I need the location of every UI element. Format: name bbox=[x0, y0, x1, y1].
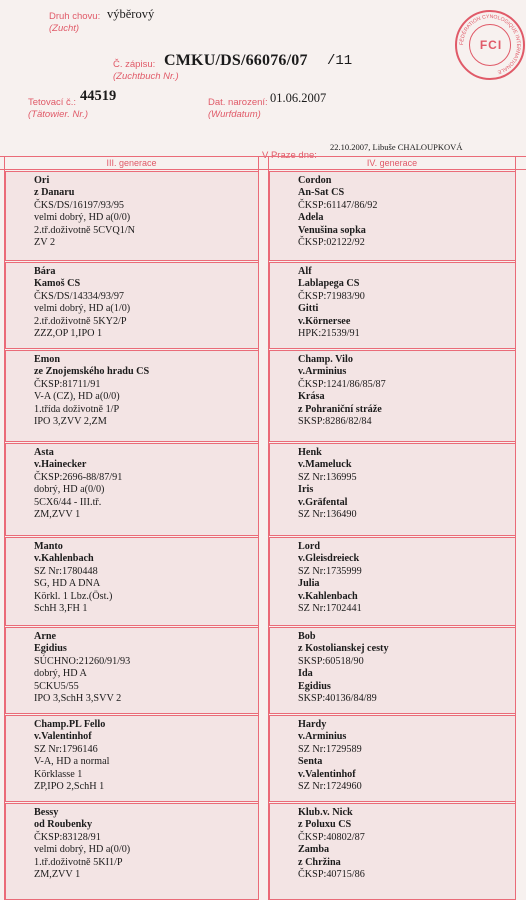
tetovaci-value: 44519 bbox=[80, 88, 117, 104]
left-ancestor-line: 2.tř.doživotně 5CVQ1/N bbox=[34, 224, 136, 236]
left-ancestor-box bbox=[5, 715, 259, 802]
right-ancestor-line: SKSP:40136/84/89 bbox=[298, 693, 377, 705]
left-ancestor-box bbox=[5, 627, 259, 714]
right-ancestor-box bbox=[269, 715, 516, 802]
left-ancestor-line: ZM,ZVV 1 bbox=[34, 869, 81, 881]
right-ancestor-text bbox=[298, 266, 365, 340]
right-ancestor-line: ČKSP:1241/86/85/87 bbox=[298, 378, 386, 390]
right-ancestor-text bbox=[298, 719, 362, 793]
left-ancestor-line: Ori bbox=[34, 175, 50, 186]
left-ancestor-line: Bessy bbox=[34, 807, 59, 818]
right-ancestor-text bbox=[298, 631, 389, 705]
left-ancestor-line: velmi dobrý, HD a(0/0) bbox=[34, 844, 131, 856]
left-ancestor-line: IPO 3,ZVV 2,ZM bbox=[34, 416, 107, 428]
cislo-zapisu-value: CMKU/DS/66076/07 bbox=[164, 52, 308, 69]
right-ancestor-line: SZ Nr:1702441 bbox=[298, 603, 362, 615]
right-ancestor-line: z Poluxu CS bbox=[298, 819, 352, 831]
right-ancestor-line: v.Gräfental bbox=[298, 496, 348, 508]
left-ancestor-line: Asta bbox=[34, 447, 54, 458]
left-ancestor-line: 5CX6/44 - III.tř. bbox=[34, 496, 102, 508]
right-ancestor-line: Senta bbox=[298, 756, 323, 768]
left-ancestor-line: Arne bbox=[34, 631, 57, 642]
right-ancestor-text bbox=[298, 175, 377, 249]
left-ancestor-text bbox=[34, 266, 130, 340]
right-ancestor-box bbox=[269, 171, 516, 261]
left-ancestor-line: Champ.PL Fello bbox=[34, 719, 106, 730]
fci-seal bbox=[455, 10, 525, 80]
left-ancestor-box bbox=[5, 262, 259, 349]
generation-iii-header: III. generace bbox=[106, 158, 157, 168]
cislo-zapisu-suffix: /11 bbox=[327, 53, 353, 69]
left-ancestor-box bbox=[5, 803, 259, 900]
left-ancestor-line: V-A, HD a normal bbox=[34, 756, 110, 768]
left-ancestor-line: Körkl. 1 Lbz.(Öst.) bbox=[34, 590, 113, 602]
right-ancestor-line: ČKSP:71983/90 bbox=[298, 290, 365, 302]
right-ancestor-line: Bob bbox=[298, 631, 316, 642]
right-ancestor-line: z Chržina bbox=[298, 856, 341, 868]
left-ancestor-line: 5CKU5/55 bbox=[34, 680, 79, 692]
left-ancestor-box bbox=[5, 537, 259, 626]
right-ancestor-box bbox=[269, 803, 516, 900]
left-ancestor-text bbox=[34, 631, 130, 705]
left-ancestor-line: dobrý, HD a(0/0) bbox=[34, 484, 105, 496]
left-ancestor-line: z Danaru bbox=[34, 187, 75, 199]
left-ancestor-line: ČKSP:83128/91 bbox=[34, 831, 101, 843]
right-ancestor-line: Champ. Vilo bbox=[298, 354, 353, 365]
left-ancestor-line: SZ Nr:1780448 bbox=[34, 565, 98, 577]
left-ancestor-line: ZM,ZVV 1 bbox=[34, 509, 81, 521]
right-ancestor-line: Iris bbox=[298, 484, 314, 496]
right-ancestor-line: v.Gleisdreieck bbox=[298, 553, 360, 565]
right-ancestor-line: z Kostolianskej cesty bbox=[298, 643, 389, 655]
left-ancestor-text bbox=[34, 175, 135, 249]
left-ancestor-line: 2.tř.doživotně 5KY2/P bbox=[34, 315, 127, 327]
right-ancestor-line: Henk bbox=[298, 447, 322, 458]
left-ancestor-line: SÚCHNO:21260/91/93 bbox=[34, 655, 131, 667]
left-ancestor-line: od Roubenky bbox=[34, 819, 93, 831]
generation-iv-header: IV. generace bbox=[366, 158, 418, 168]
left-ancestor-line: velmi dobrý, HD a(0/0) bbox=[34, 212, 131, 224]
cislo-zapisu-label: Č. zápisu: bbox=[113, 59, 156, 70]
right-ancestor-line: v.Körnersee bbox=[298, 315, 351, 327]
druh-chovu-label-de: (Zucht) bbox=[49, 23, 80, 34]
left-ancestor-line: Egidius bbox=[34, 643, 67, 655]
left-ancestor-line: v.Valentinhof bbox=[34, 731, 92, 743]
right-ancestor-line: v.Valentinhof bbox=[298, 768, 356, 780]
right-ancestor-line: Zamba bbox=[298, 844, 330, 856]
left-ancestor-line: SZ Nr:1796146 bbox=[34, 743, 98, 755]
right-ancestor-text bbox=[298, 447, 357, 521]
druh-chovu-value: výběrový bbox=[107, 7, 155, 21]
left-ancestor-line: ČKSP:2696-88/87/91 bbox=[34, 471, 123, 483]
right-ancestor-line: Lord bbox=[298, 541, 321, 552]
left-ancestor-line: Bára bbox=[34, 266, 56, 277]
left-ancestor-line: velmi dobrý, HD a(1/0) bbox=[34, 303, 131, 315]
right-ancestor-line: Ida bbox=[298, 668, 313, 680]
right-ancestor-box bbox=[269, 350, 516, 442]
right-ancestor-line: SZ Nr:1724960 bbox=[298, 781, 362, 793]
left-ancestor-line: v.Hainecker bbox=[34, 459, 87, 471]
right-ancestor-text bbox=[298, 541, 362, 615]
left-ancestor-line: ZP,IPO 2,SchH 1 bbox=[34, 781, 105, 793]
right-ancestor-line: Julia bbox=[298, 578, 320, 590]
right-ancestor-line: Venušina sopka bbox=[298, 224, 366, 236]
v-praze-value: 22.10.2007, Libuše CHALOUPKOVÁ bbox=[330, 142, 463, 152]
left-ancestor-box bbox=[5, 350, 259, 442]
left-ancestor-line: ČKSP:81711/91 bbox=[34, 378, 101, 390]
right-ancestor-line: SZ Nr:1729589 bbox=[298, 743, 362, 755]
fci-seal-inner bbox=[469, 24, 511, 66]
left-ancestor-line: Manto bbox=[34, 541, 63, 552]
left-ancestor-line: dobrý, HD A bbox=[34, 668, 87, 680]
right-ancestor-line: ČKSP:02122/92 bbox=[298, 237, 365, 249]
datum-narozeni-label-de: (Wurfdatum) bbox=[208, 109, 261, 120]
left-ancestor-line: v.Kahlenbach bbox=[34, 553, 94, 565]
right-ancestor-line: Cordon bbox=[298, 175, 332, 186]
tetovaci-label-de: (Tätowier. Nr.) bbox=[28, 109, 88, 120]
left-ancestor-box bbox=[5, 171, 259, 261]
right-ancestor-line: An-Sat CS bbox=[298, 187, 345, 199]
right-ancestor-line: Krása bbox=[298, 391, 325, 403]
right-ancestor-box bbox=[269, 262, 516, 349]
right-ancestor-line: Hardy bbox=[298, 719, 327, 730]
left-ancestor-line: Emon bbox=[34, 354, 61, 365]
right-ancestor-line: SZ Nr:136490 bbox=[298, 509, 357, 521]
right-ancestor-line: SKSP:8286/82/84 bbox=[298, 416, 372, 428]
right-ancestor-line: z Pohraniční stráže bbox=[298, 403, 382, 415]
left-ancestor-line: SG, HD A DNA bbox=[34, 578, 101, 590]
right-ancestor-line: v.Kahlenbach bbox=[298, 590, 358, 602]
left-ancestor-line: IPO 3,SchH 3,SVV 2 bbox=[34, 693, 122, 705]
left-ancestor-line: SchH 3,FH 1 bbox=[34, 603, 88, 615]
cislo-zapisu-label-de: (Zuchtbuch Nr.) bbox=[113, 71, 179, 82]
right-ancestor-line: SKSP:60518/90 bbox=[298, 655, 364, 667]
grid-line-header bbox=[0, 169, 526, 170]
left-ancestor-line: ZV 2 bbox=[34, 237, 56, 249]
right-ancestor-line: Adela bbox=[298, 212, 324, 224]
datum-narozeni-label: Dat. narození: bbox=[208, 97, 268, 108]
left-ancestor-line: 1.třída doživotně 1/P bbox=[34, 403, 120, 415]
right-ancestor-line: Lablapega CS bbox=[298, 278, 360, 290]
left-ancestor-line: V-A (CZ), HD a(0/0) bbox=[34, 391, 120, 403]
right-ancestor-line: SZ Nr:136995 bbox=[298, 471, 357, 483]
tetovaci-label: Tetovací č.: bbox=[28, 97, 77, 108]
left-ancestor-line: ČKS/DS/16197/93/95 bbox=[34, 199, 125, 211]
right-ancestor-line: ČKSP:61147/86/92 bbox=[298, 199, 378, 211]
left-ancestor-line: ze Znojemského hradu CS bbox=[34, 366, 150, 378]
druh-chovu-label: Druh chovu: bbox=[49, 11, 101, 22]
left-ancestor-text bbox=[34, 719, 109, 793]
left-ancestor-line: Körklasse 1 bbox=[34, 768, 83, 780]
left-ancestor-line: ZZZ,OP 1,IPO 1 bbox=[34, 328, 103, 340]
fci-seal-text: FCI bbox=[479, 38, 503, 52]
right-ancestor-line: ČKSP:40715/86 bbox=[298, 869, 365, 881]
right-ancestor-line: HPK:21539/91 bbox=[298, 328, 360, 340]
left-ancestor-line: Kamoš CS bbox=[34, 278, 81, 290]
left-ancestor-line: 1.tř.doživotně 5KI1/P bbox=[34, 856, 123, 868]
right-ancestor-line: v.Arminius bbox=[298, 731, 347, 743]
right-ancestor-line: Klub.v. Nick bbox=[298, 807, 353, 818]
right-ancestor-text bbox=[298, 807, 365, 881]
right-ancestor-line: Egidius bbox=[298, 680, 331, 692]
right-ancestor-line: ČKSP:40802/87 bbox=[298, 831, 365, 843]
left-ancestor-text bbox=[34, 354, 149, 428]
left-ancestor-box bbox=[5, 443, 259, 536]
right-ancestor-line: SZ Nr:1735999 bbox=[298, 565, 362, 577]
left-ancestor-text bbox=[34, 807, 130, 881]
left-ancestor-line: ČKS/DS/14334/93/97 bbox=[34, 290, 125, 302]
right-ancestor-text bbox=[298, 354, 386, 428]
left-ancestor-text bbox=[34, 541, 112, 615]
right-ancestor-line: Gitti bbox=[298, 303, 319, 315]
left-ancestor-text bbox=[34, 447, 122, 521]
fci-seal-ring-text: FÉDÉRATION CYNOLOGIQUE INTERNATIONALE bbox=[458, 13, 522, 75]
right-ancestor-line: v.Mameluck bbox=[298, 459, 352, 471]
right-ancestor-box bbox=[269, 443, 516, 536]
right-ancestor-line: v.Arminius bbox=[298, 366, 347, 378]
right-ancestor-line: Alf bbox=[298, 266, 312, 277]
right-ancestor-box bbox=[269, 627, 516, 714]
right-ancestor-box bbox=[269, 537, 516, 626]
datum-narozeni-value: 01.06.2007 bbox=[270, 91, 327, 105]
